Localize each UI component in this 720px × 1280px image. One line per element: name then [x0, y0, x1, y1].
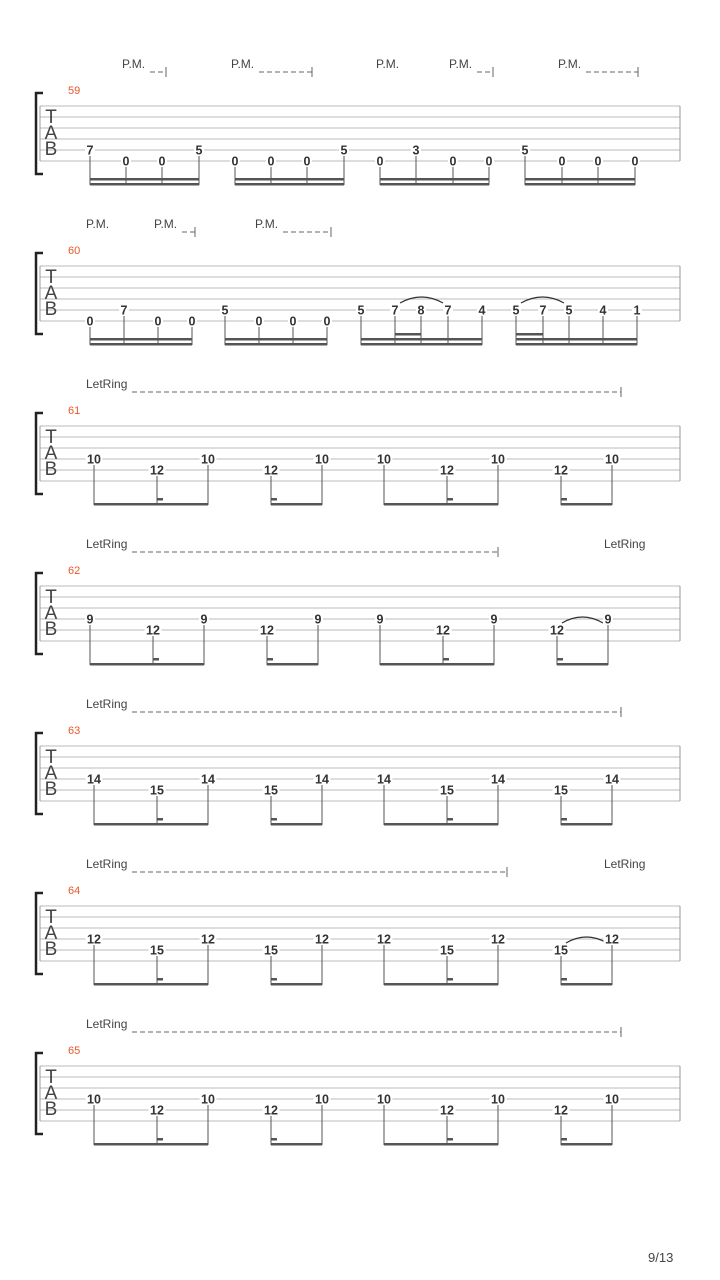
note-beam	[516, 343, 637, 346]
fret-number: 12	[377, 932, 391, 947]
note-beam	[267, 663, 318, 666]
fret-number: 12	[554, 1103, 568, 1118]
fret-number: 14	[491, 772, 505, 787]
fret-number: 15	[150, 943, 164, 958]
note-beam-hook	[157, 1138, 163, 1141]
fret-number: 0	[267, 154, 275, 169]
fret-number: 14	[201, 772, 215, 787]
fret-number: 5	[195, 143, 203, 158]
fret-number: 12	[150, 463, 164, 478]
fret-number: 14	[377, 772, 391, 787]
tab-clef-letter: A	[44, 443, 58, 464]
tab-clef-letter: B	[44, 459, 58, 480]
fret-number: 0	[122, 154, 130, 169]
fret-number: 0	[558, 154, 566, 169]
tab-system	[36, 377, 680, 506]
fret-number: 12	[440, 463, 454, 478]
tab-clef-letter: T	[45, 587, 57, 608]
note-beam	[525, 183, 635, 186]
note-beam	[380, 183, 489, 186]
fret-number: 10	[201, 452, 215, 467]
note-beam	[94, 1143, 208, 1146]
tab-clef-letter: A	[44, 283, 58, 304]
fret-number: 5	[357, 303, 365, 318]
palm-mute-label: P.M.	[255, 217, 279, 231]
note-beam-hook	[267, 658, 273, 661]
palm-mute-label: P.M.	[449, 57, 473, 71]
note-beam	[90, 178, 199, 181]
fret-number: 12	[201, 932, 215, 947]
note-beam-hook	[157, 498, 163, 501]
note-beam	[384, 1143, 498, 1146]
fret-number: 7	[539, 303, 547, 318]
page-number: 9/13	[648, 1250, 674, 1265]
tie-arc	[400, 297, 443, 303]
fret-number: 15	[150, 783, 164, 798]
note-beam-sub	[516, 333, 543, 336]
note-beam-hook	[557, 658, 563, 661]
fret-number: 0	[231, 154, 239, 169]
tab-clef-letter: T	[45, 427, 57, 448]
fret-number: 9	[490, 612, 498, 627]
note-beam-hook	[271, 978, 277, 981]
measure-number: 60	[68, 245, 81, 257]
note-beam	[384, 983, 498, 986]
fret-number: 12	[264, 463, 278, 478]
measure-number: 63	[68, 725, 81, 737]
fret-number: 10	[201, 1092, 215, 1107]
note-beam	[525, 178, 635, 181]
note-beam	[271, 983, 322, 986]
note-beam	[271, 503, 322, 506]
note-beam	[94, 503, 208, 506]
note-beam	[235, 183, 344, 186]
fret-number: 0	[158, 154, 166, 169]
tie-arc	[562, 617, 603, 623]
tab-system	[36, 1017, 680, 1146]
tie-arc	[521, 297, 564, 303]
fret-number: 0	[376, 154, 384, 169]
note-beam	[384, 503, 498, 506]
fret-number: 5	[221, 303, 229, 318]
let-ring-label: LetRing	[86, 377, 128, 391]
note-beam-hook	[561, 498, 567, 501]
note-beam	[557, 663, 608, 666]
tab-clef-letter: T	[45, 107, 57, 128]
fret-number: 14	[87, 772, 101, 787]
fret-number: 0	[485, 154, 493, 169]
tab-clef-letter: A	[44, 1083, 58, 1104]
fret-number: 0	[631, 154, 639, 169]
let-ring-label: LetRing	[86, 857, 128, 871]
note-beam-hook	[157, 978, 163, 981]
fret-number: 5	[521, 143, 529, 158]
fret-number: 0	[323, 314, 331, 329]
note-beam-hook	[271, 818, 277, 821]
fret-number: 0	[255, 314, 263, 329]
note-beam-hook	[271, 498, 277, 501]
fret-number: 12	[440, 1103, 454, 1118]
fret-number: 4	[599, 303, 607, 318]
note-beam	[516, 338, 637, 341]
measure-number: 64	[68, 885, 81, 897]
fret-number: 12	[436, 623, 450, 638]
palm-mute-label: P.M.	[376, 57, 400, 71]
fret-number: 12	[315, 932, 329, 947]
tab-system	[36, 697, 680, 826]
fret-number: 0	[188, 314, 196, 329]
tab-system	[36, 857, 680, 986]
note-beam-hook	[447, 498, 453, 501]
fret-number: 15	[440, 943, 454, 958]
fret-number: 0	[303, 154, 311, 169]
palm-mute-label: P.M.	[122, 57, 146, 71]
fret-number: 15	[440, 783, 454, 798]
measure-number: 65	[68, 1045, 81, 1057]
tab-system	[36, 537, 680, 666]
measure-number: 61	[68, 405, 81, 417]
fret-number: 0	[594, 154, 602, 169]
fret-number: 9	[376, 612, 384, 627]
fret-number: 12	[87, 932, 101, 947]
note-beam	[90, 343, 192, 346]
measure-number: 59	[68, 85, 81, 97]
tab-clef-letter: A	[44, 603, 58, 624]
tab-clef-letter: B	[44, 779, 58, 800]
fret-number: 10	[491, 1092, 505, 1107]
fret-number: 14	[605, 772, 619, 787]
note-beam	[90, 338, 192, 341]
note-beam	[90, 663, 204, 666]
fret-number: 10	[377, 1092, 391, 1107]
fret-number: 7	[444, 303, 452, 318]
note-beam-hook	[561, 978, 567, 981]
tab-clef-letter: T	[45, 267, 57, 288]
let-ring-label: LetRing	[86, 697, 128, 711]
note-beam	[225, 338, 327, 341]
tab-clef-letter: B	[44, 139, 58, 160]
fret-number: 7	[391, 303, 399, 318]
fret-number: 7	[120, 303, 128, 318]
fret-number: 0	[154, 314, 162, 329]
fret-number: 14	[315, 772, 329, 787]
tab-clef-letter: T	[45, 1067, 57, 1088]
fret-number: 10	[491, 452, 505, 467]
note-beam	[94, 983, 208, 986]
note-beam-hook	[443, 658, 449, 661]
note-beam	[380, 663, 494, 666]
fret-number: 15	[554, 783, 568, 798]
tab-clef-letter: B	[44, 1099, 58, 1120]
tab-system	[36, 57, 680, 186]
fret-number: 5	[340, 143, 348, 158]
tab-clef-letter: T	[45, 747, 57, 768]
fret-number: 10	[315, 1092, 329, 1107]
tab-clef-letter: B	[44, 619, 58, 640]
fret-number: 12	[150, 1103, 164, 1118]
note-beam	[561, 1143, 612, 1146]
fret-number: 9	[314, 612, 322, 627]
fret-number: 12	[264, 1103, 278, 1118]
tab-clef-letter: A	[44, 123, 58, 144]
let-ring-label: LetRing	[86, 537, 128, 551]
fret-number: 5	[512, 303, 520, 318]
note-beam-hook	[271, 1138, 277, 1141]
note-beam	[561, 983, 612, 986]
fret-number: 12	[605, 932, 619, 947]
fret-number: 12	[491, 932, 505, 947]
note-beam	[90, 183, 199, 186]
palm-mute-label: P.M.	[154, 217, 178, 231]
fret-number: 8	[417, 303, 425, 318]
fret-number: 5	[565, 303, 573, 318]
palm-mute-label: P.M.	[86, 217, 110, 231]
fret-number: 10	[315, 452, 329, 467]
fret-number: 9	[604, 612, 612, 627]
note-beam	[271, 1143, 322, 1146]
note-beam-hook	[447, 1138, 453, 1141]
palm-mute-label: P.M.	[558, 57, 582, 71]
note-beam	[561, 823, 612, 826]
note-beam	[384, 823, 498, 826]
fret-number: 10	[87, 1092, 101, 1107]
note-beam	[361, 343, 482, 346]
note-beam	[94, 823, 208, 826]
fret-number: 12	[554, 463, 568, 478]
fret-number: 10	[605, 452, 619, 467]
fret-number: 15	[554, 943, 568, 958]
measure-number: 62	[68, 565, 81, 577]
note-beam-hook	[447, 818, 453, 821]
tab-clef-letter: A	[44, 763, 58, 784]
fret-number: 7	[86, 143, 94, 158]
tab-clef-letter: A	[44, 923, 58, 944]
note-beam	[271, 823, 322, 826]
fret-number: 0	[289, 314, 297, 329]
fret-number: 12	[146, 623, 160, 638]
fret-number: 12	[550, 623, 564, 638]
note-beam-sub	[395, 333, 421, 336]
tab-system	[36, 217, 680, 346]
note-beam-hook	[153, 658, 159, 661]
fret-number: 9	[200, 612, 208, 627]
fret-number: 15	[264, 943, 278, 958]
note-beam-hook	[561, 1138, 567, 1141]
tab-clef-letter: B	[44, 299, 58, 320]
let-ring-label: LetRing	[604, 537, 646, 551]
palm-mute-label: P.M.	[231, 57, 255, 71]
fret-number: 10	[605, 1092, 619, 1107]
fret-number: 12	[260, 623, 274, 638]
tab-clef-letter: T	[45, 907, 57, 928]
note-beam	[380, 178, 489, 181]
fret-number: 1	[633, 303, 641, 318]
tie-arc	[566, 937, 607, 943]
let-ring-label: LetRing	[604, 857, 646, 871]
note-beam-hook	[157, 818, 163, 821]
fret-number: 0	[449, 154, 457, 169]
fret-number: 3	[412, 143, 420, 158]
fret-number: 10	[87, 452, 101, 467]
tab-clef-letter: B	[44, 939, 58, 960]
note-beam	[225, 343, 327, 346]
fret-number: 15	[264, 783, 278, 798]
fret-number: 9	[86, 612, 94, 627]
note-beam-hook	[561, 818, 567, 821]
note-beam	[235, 178, 344, 181]
note-beam	[561, 503, 612, 506]
let-ring-label: LetRing	[86, 1017, 128, 1031]
note-beam	[361, 338, 482, 341]
note-beam-hook	[447, 978, 453, 981]
fret-number: 10	[377, 452, 391, 467]
fret-number: 0	[86, 314, 94, 329]
fret-number: 4	[478, 303, 486, 318]
